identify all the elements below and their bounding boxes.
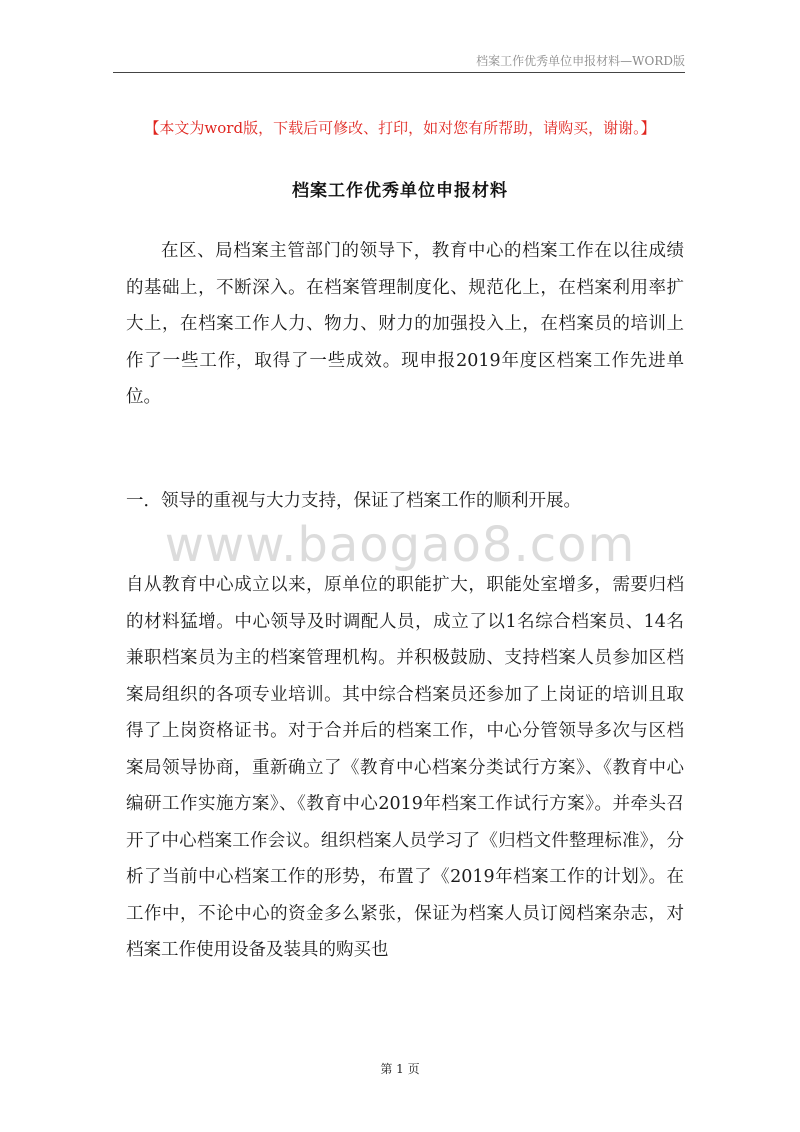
- document-title: 档案工作优秀单位申报材料: [292, 181, 508, 201]
- header-rule: [113, 72, 685, 73]
- running-header: 档案工作优秀单位申报材料—WORD版: [476, 54, 685, 68]
- section-1-paragraph: 自从教育中心成立以来，原单位的职能扩大，职能处室增多，需要归档的材料猛增。中心领导及时调配人员，成立了以1名综合档案员、14名兼职档案员为主的档案管理机构。并积极鼓励、支持档案人员参加区档案局组织的各项专业培训。其中综合档案员还参加了上岗证的培训且取得了上岗资格证书。对于合并后的档案工作，中心分管领导多次与区档案局领导协商，重新确立了《教育中心档案分类试行方案》、《教育中心编研工作实施方案》、《教育中心2019年档案工作试行方案》。并牵头召开了中心档案工作会议。组织档案人员学习了《归档文件整理标准》，分析了当前中心档案工作的形势，布置了《2019年档案工作的计划》。在工作中，不论中心的资金多么紧张，保证为档案人员订阅档案杂志，对档案工作使用设备及装具的购买也: [126, 575, 684, 960]
- watermark: www.baogao8.com: [164, 517, 636, 573]
- section-heading-1: 一．领导的重视与大力支持，保证了档案工作的顺利开展。: [126, 491, 581, 511]
- page-number: 第 1 页: [380, 1062, 420, 1076]
- intro-paragraph: 在区、局档案主管部门的领导下，教育中心的档案工作在以往成绩的基础上，不断深入。在档案管理制度化、规范化上，在档案利用率扩大上，在档案工作人力、物力、财力的加强投入上，在档案员的培训上作了一些工作，取得了一些成效。现申报2019年度区档案工作先进单位。: [126, 241, 684, 407]
- download-notice: 【本文为word版，下载后可修改、打印，如对您有所帮助，请购买，谢谢。】: [144, 119, 656, 137]
